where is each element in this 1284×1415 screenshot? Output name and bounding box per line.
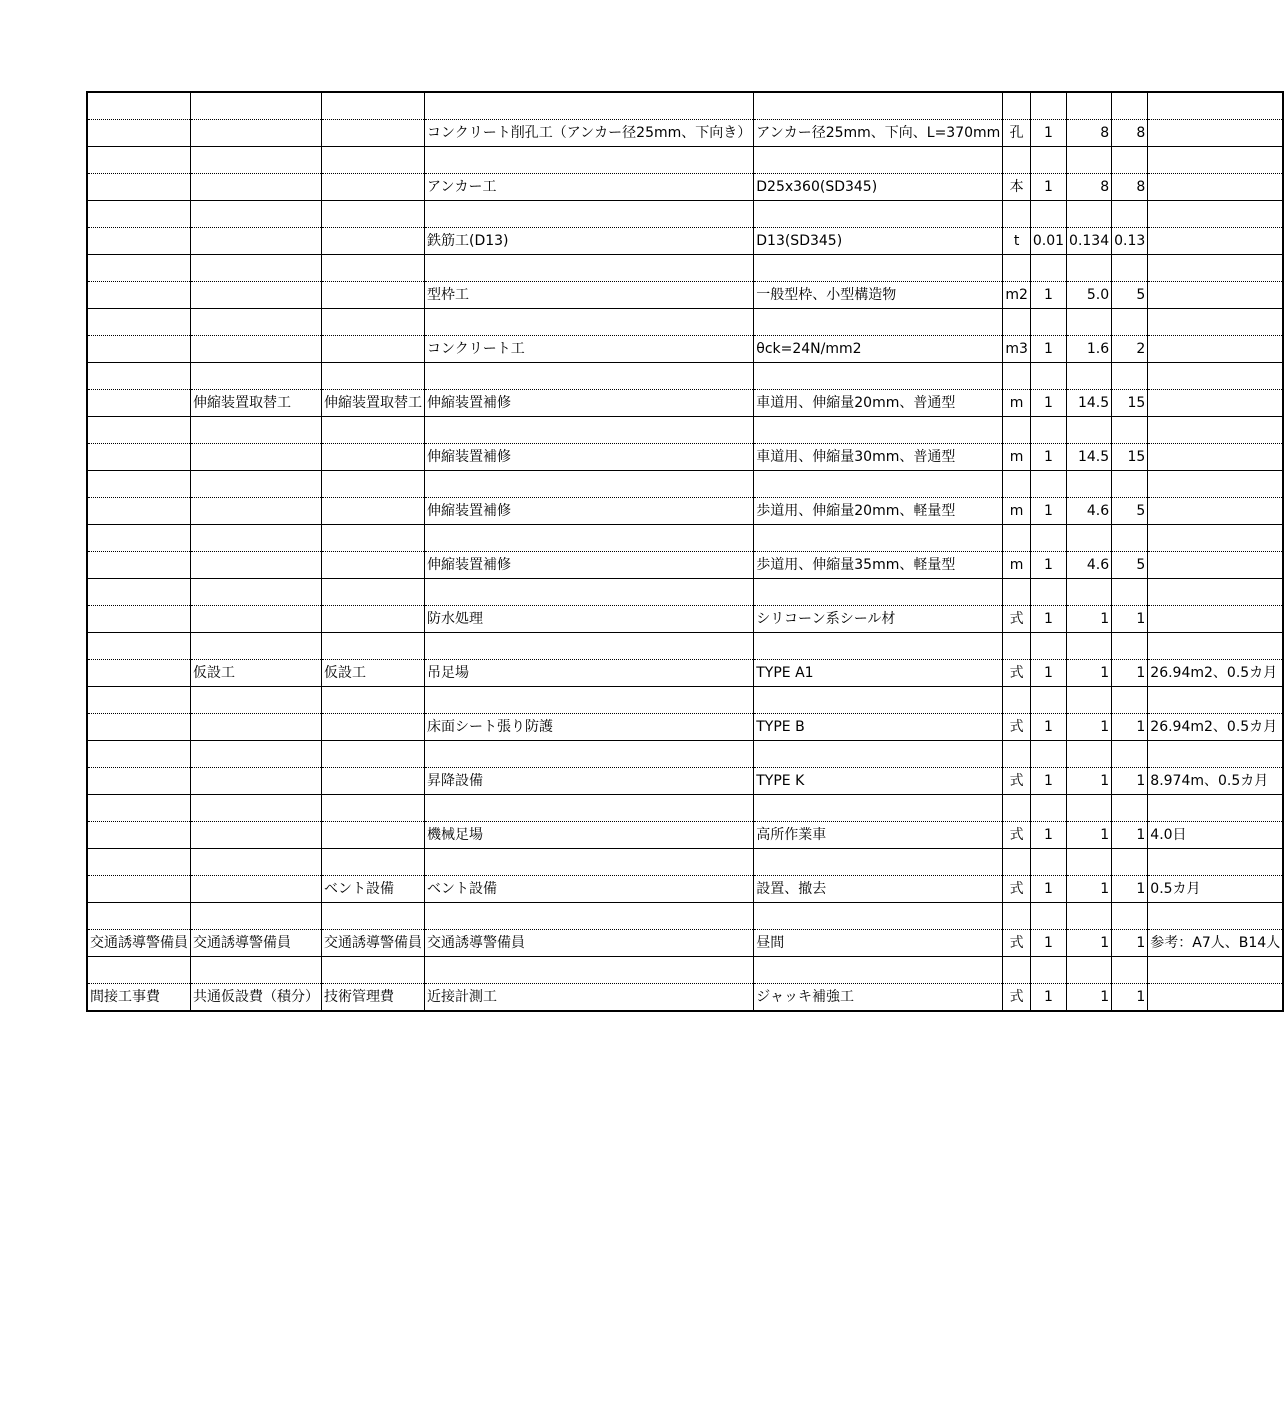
cell-work-kind: 技術管理費 — [322, 984, 425, 1012]
cell-quantity: 5.0 — [1067, 282, 1112, 309]
cell-note: 0.5カ月 — [1148, 876, 1283, 903]
cell-spec: D13(SD345) — [754, 228, 1003, 255]
cell-item: 交通誘導警備員 — [425, 930, 754, 957]
cell-category — [87, 606, 191, 633]
table-row — [87, 120, 1283, 147]
cell-item: 昇降設備 — [425, 768, 754, 795]
cell-work-type — [191, 336, 322, 363]
cell-category — [87, 390, 191, 417]
spacer-row — [87, 957, 1283, 984]
table-row — [87, 768, 1283, 795]
cell-rate: 0.01 — [1030, 228, 1066, 255]
cell-note: 26.94m2、0.5カ月 — [1148, 660, 1283, 687]
cell-total: 15 — [1112, 390, 1148, 417]
cell-total: 1 — [1112, 930, 1148, 957]
cell-total: 5 — [1112, 282, 1148, 309]
cell-unit: 本 — [1003, 174, 1031, 201]
cell-spec: TYPE B — [754, 714, 1003, 741]
cell-work-type: 共通仮設費（積分） — [191, 984, 322, 1012]
cell-note — [1148, 606, 1283, 633]
cell-rate: 1 — [1030, 336, 1066, 363]
table-row — [87, 174, 1283, 201]
cell-spec: 車道用、伸縮量20mm、普通型 — [754, 390, 1003, 417]
cell-unit: m2 — [1003, 282, 1031, 309]
cell-work-kind: 交通誘導警備員 — [322, 930, 425, 957]
cell-category — [87, 336, 191, 363]
table-row — [87, 984, 1283, 1012]
spacer-row — [87, 363, 1283, 390]
table-row — [87, 930, 1283, 957]
table-row — [87, 336, 1283, 363]
cell-item: 型枠工 — [425, 282, 754, 309]
spacer-row — [87, 201, 1283, 228]
cell-spec: 一般型枠、小型構造物 — [754, 282, 1003, 309]
cell-note: 参考：A7人、B14人 — [1148, 930, 1283, 957]
cell-unit: m — [1003, 552, 1031, 579]
cell-item: 伸縮装置補修 — [425, 444, 754, 471]
cell-spec: TYPE K — [754, 768, 1003, 795]
cell-category — [87, 120, 191, 147]
cell-spec: D25x360(SD345) — [754, 174, 1003, 201]
cell-note: 8.974m、0.5カ月 — [1148, 768, 1283, 795]
cell-work-type — [191, 876, 322, 903]
table-row — [87, 606, 1283, 633]
cell-work-type: 交通誘導警備員 — [191, 930, 322, 957]
cell-item: ベント設備 — [425, 876, 754, 903]
cell-total: 15 — [1112, 444, 1148, 471]
spacer-row — [87, 741, 1283, 768]
cell-rate: 1 — [1030, 660, 1066, 687]
cell-work-type — [191, 714, 322, 741]
cell-work-type — [191, 120, 322, 147]
cell-work-kind — [322, 552, 425, 579]
cell-rate: 1 — [1030, 444, 1066, 471]
cell-category: 間接工事費 — [87, 984, 191, 1012]
cell-quantity: 4.6 — [1067, 498, 1112, 525]
cell-unit: t — [1003, 228, 1031, 255]
cell-work-type — [191, 822, 322, 849]
cell-total: 1 — [1112, 984, 1148, 1012]
cell-category — [87, 768, 191, 795]
cell-category — [87, 660, 191, 687]
spacer-row — [87, 633, 1283, 660]
cell-note — [1148, 984, 1283, 1012]
cell-rate: 1 — [1030, 606, 1066, 633]
cell-total: 1 — [1112, 660, 1148, 687]
cell-category — [87, 498, 191, 525]
cell-unit: m — [1003, 390, 1031, 417]
cell-total: 1 — [1112, 714, 1148, 741]
cell-work-type: 仮設工 — [191, 660, 322, 687]
table-row — [87, 714, 1283, 741]
cell-quantity: 14.5 — [1067, 444, 1112, 471]
cell-spec: 設置、撤去 — [754, 876, 1003, 903]
spacer-row — [87, 309, 1283, 336]
cell-category — [87, 174, 191, 201]
cell-unit: 式 — [1003, 714, 1031, 741]
cell-item: 吊足場 — [425, 660, 754, 687]
cell-quantity: 0.134 — [1067, 228, 1112, 255]
cell-work-type — [191, 444, 322, 471]
cell-unit: m — [1003, 498, 1031, 525]
cell-total: 8 — [1112, 120, 1148, 147]
cell-total: 1 — [1112, 822, 1148, 849]
cell-item: 近接計測工 — [425, 984, 754, 1012]
cell-work-kind — [322, 228, 425, 255]
cell-rate: 1 — [1030, 174, 1066, 201]
spacer-row — [87, 525, 1283, 552]
cell-unit: 式 — [1003, 984, 1031, 1012]
table-row — [87, 282, 1283, 309]
spacer-row — [87, 255, 1283, 282]
cell-category: 交通誘導警備員 — [87, 930, 191, 957]
table-row — [87, 660, 1283, 687]
cell-category — [87, 282, 191, 309]
cell-work-kind — [322, 714, 425, 741]
cell-category — [87, 228, 191, 255]
cell-spec: 車道用、伸縮量30mm、普通型 — [754, 444, 1003, 471]
cell-work-type — [191, 282, 322, 309]
cell-note — [1148, 120, 1283, 147]
cell-work-kind — [322, 606, 425, 633]
table-row — [87, 552, 1283, 579]
cell-rate: 1 — [1030, 120, 1066, 147]
cell-category — [87, 822, 191, 849]
cell-total: 1 — [1112, 606, 1148, 633]
cell-unit: 孔 — [1003, 120, 1031, 147]
table-row — [87, 822, 1283, 849]
cell-unit: 式 — [1003, 768, 1031, 795]
cell-item: 防水処理 — [425, 606, 754, 633]
cell-quantity: 1 — [1067, 876, 1112, 903]
cell-item: アンカー工 — [425, 174, 754, 201]
cell-rate: 1 — [1030, 822, 1066, 849]
cell-category — [87, 714, 191, 741]
cell-total: 2 — [1112, 336, 1148, 363]
cell-rate: 1 — [1030, 714, 1066, 741]
estimate-table — [86, 91, 1284, 1012]
spacer-row — [87, 147, 1283, 174]
cell-note — [1148, 390, 1283, 417]
cell-quantity: 1 — [1067, 768, 1112, 795]
cell-rate: 1 — [1030, 876, 1066, 903]
cell-work-kind — [322, 120, 425, 147]
cell-quantity: 1 — [1067, 822, 1112, 849]
table-row — [87, 498, 1283, 525]
cell-rate: 1 — [1030, 552, 1066, 579]
cell-item: コンクリート工 — [425, 336, 754, 363]
cell-work-kind: 仮設工 — [322, 660, 425, 687]
cell-total: 0.13 — [1112, 228, 1148, 255]
cell-quantity: 1 — [1067, 714, 1112, 741]
spacer-row — [87, 795, 1283, 822]
cell-item: 鉄筋工(D13) — [425, 228, 754, 255]
cell-quantity: 1 — [1067, 984, 1112, 1012]
cell-note — [1148, 282, 1283, 309]
spacer-row — [87, 471, 1283, 498]
cell-spec: θck=24N/mm2 — [754, 336, 1003, 363]
cell-work-kind — [322, 174, 425, 201]
cell-spec: TYPE A1 — [754, 660, 1003, 687]
cell-rate: 1 — [1030, 390, 1066, 417]
cell-quantity: 8 — [1067, 120, 1112, 147]
spacer-row — [87, 579, 1283, 606]
cell-spec: 歩道用、伸縮量20mm、軽量型 — [754, 498, 1003, 525]
cell-work-kind — [322, 336, 425, 363]
cell-note — [1148, 174, 1283, 201]
cell-total: 1 — [1112, 876, 1148, 903]
cell-work-kind — [322, 822, 425, 849]
cell-note — [1148, 444, 1283, 471]
cell-note — [1148, 498, 1283, 525]
cell-category — [87, 552, 191, 579]
cell-total: 8 — [1112, 174, 1148, 201]
cell-unit: m — [1003, 444, 1031, 471]
cell-quantity: 4.6 — [1067, 552, 1112, 579]
cell-rate: 1 — [1030, 768, 1066, 795]
table-row — [87, 444, 1283, 471]
spacer-row — [87, 849, 1283, 876]
cell-unit: 式 — [1003, 660, 1031, 687]
cell-work-type — [191, 606, 322, 633]
cell-rate: 1 — [1030, 984, 1066, 1012]
cell-work-type — [191, 498, 322, 525]
cell-spec: シリコーン系シール材 — [754, 606, 1003, 633]
table-row — [87, 876, 1283, 903]
cell-quantity: 1.6 — [1067, 336, 1112, 363]
cell-item: 機械足場 — [425, 822, 754, 849]
cell-note — [1148, 552, 1283, 579]
cell-rate: 1 — [1030, 498, 1066, 525]
cell-work-type — [191, 174, 322, 201]
cell-quantity: 1 — [1067, 660, 1112, 687]
cell-item: 伸縮装置補修 — [425, 498, 754, 525]
cell-work-type — [191, 552, 322, 579]
table-row — [87, 228, 1283, 255]
cell-work-type: 伸縮装置取替工 — [191, 390, 322, 417]
cell-total: 5 — [1112, 498, 1148, 525]
cell-spec: アンカー径25mm、下向、L=370mm — [754, 120, 1003, 147]
spacer-row — [87, 417, 1283, 444]
cell-category — [87, 876, 191, 903]
spacer-row — [87, 687, 1283, 714]
cell-work-kind: ベント設備 — [322, 876, 425, 903]
cell-spec: 歩道用、伸縮量35mm、軽量型 — [754, 552, 1003, 579]
cell-quantity: 1 — [1067, 930, 1112, 957]
cell-note: 26.94m2、0.5カ月 — [1148, 714, 1283, 741]
cell-work-type — [191, 768, 322, 795]
cell-note: 4.0日 — [1148, 822, 1283, 849]
cell-total: 5 — [1112, 552, 1148, 579]
cell-item: 床面シート張り防護 — [425, 714, 754, 741]
spacer-row — [87, 92, 1283, 120]
table-row — [87, 390, 1283, 417]
cell-quantity: 14.5 — [1067, 390, 1112, 417]
cell-rate: 1 — [1030, 282, 1066, 309]
cell-unit: m3 — [1003, 336, 1031, 363]
cell-unit: 式 — [1003, 876, 1031, 903]
cell-note — [1148, 336, 1283, 363]
cell-item: 伸縮装置補修 — [425, 552, 754, 579]
cell-work-type — [191, 228, 322, 255]
cell-spec: 高所作業車 — [754, 822, 1003, 849]
cell-item: コンクリート削孔工（アンカー径25mm、下向き） — [425, 120, 754, 147]
cell-unit: 式 — [1003, 606, 1031, 633]
cell-spec: 昼間 — [754, 930, 1003, 957]
cell-work-kind — [322, 282, 425, 309]
cell-unit: 式 — [1003, 930, 1031, 957]
cell-rate: 1 — [1030, 930, 1066, 957]
cell-work-kind: 伸縮装置取替工 — [322, 390, 425, 417]
spacer-row — [87, 903, 1283, 930]
cell-spec: ジャッキ補強工 — [754, 984, 1003, 1012]
cell-work-kind — [322, 444, 425, 471]
cell-item: 伸縮装置補修 — [425, 390, 754, 417]
cell-unit: 式 — [1003, 822, 1031, 849]
cell-category — [87, 444, 191, 471]
cell-work-kind — [322, 498, 425, 525]
cell-work-kind — [322, 768, 425, 795]
cell-quantity: 8 — [1067, 174, 1112, 201]
cell-total: 1 — [1112, 768, 1148, 795]
cell-note — [1148, 228, 1283, 255]
cell-quantity: 1 — [1067, 606, 1112, 633]
